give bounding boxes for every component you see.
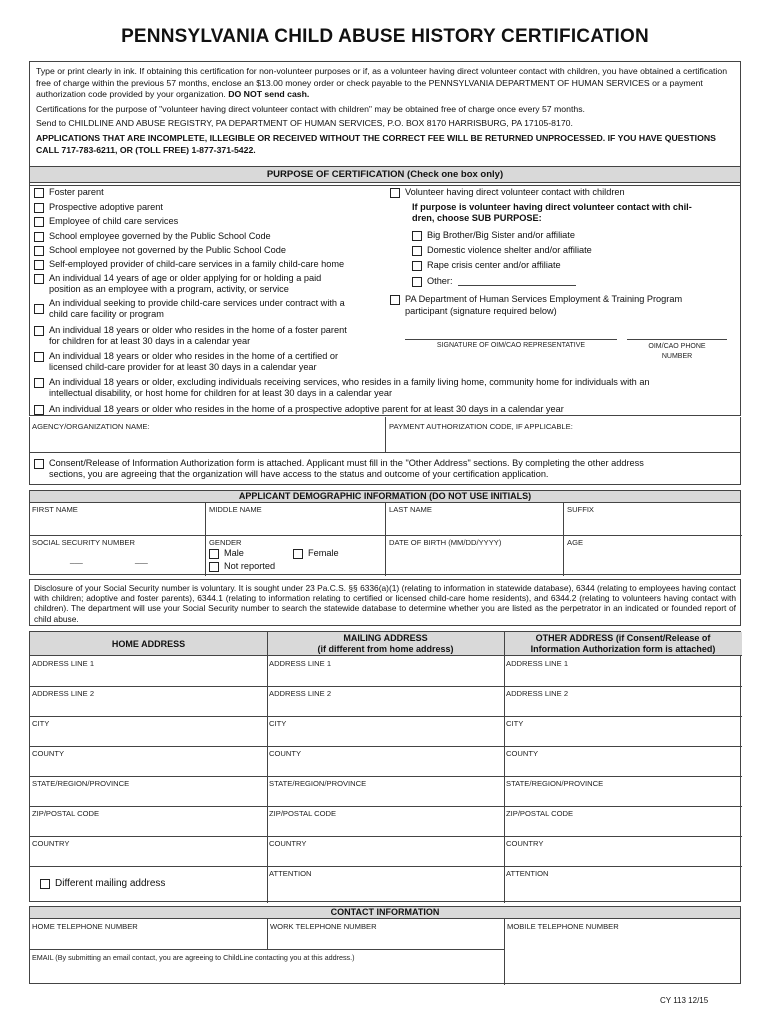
other-county-label: COUNTY bbox=[506, 749, 539, 758]
mailing-zip-postal-code-label: ZIP/POSTAL CODE bbox=[269, 809, 337, 818]
checkbox[interactable] bbox=[412, 261, 422, 271]
sub-purpose-instructions: If purpose is volunteer having direct volunteer contact with chil- dren, choose SUB PURPOSE: bbox=[412, 202, 692, 223]
agency-name-label: AGENCY/ORGANIZATION NAME: bbox=[32, 422, 150, 431]
mailing-county-label: COUNTY bbox=[269, 749, 302, 758]
instructions-p4: APPLICATIONS THAT ARE INCOMPLETE, ILLEGIBLE OR RECEIVED WITHOUT THE CORRECT FEE WILL BE RETURNED UNPROCESSED. IF YOU HAVE QUESTIONS CALL 717-783-6211, OR (TOLL FREE) 1-877-371-5422. bbox=[36, 132, 716, 155]
checkbox[interactable] bbox=[34, 260, 44, 270]
instructions-no-cash: DO NOT send cash. bbox=[228, 89, 310, 100]
checkbox[interactable] bbox=[34, 232, 44, 242]
mailing-country-label: COUNTRY bbox=[269, 839, 307, 848]
ssn-disclosure: Disclosure of your Social Security number is voluntary. It is sought under 23 Pa.C.S. §§ 6336(a)(1) (relating to information in statewide database), 6344 (relating to employees having contact with children; adoptive and foster parents), 6344.1 (relating to information relating to certified or licensed child-care home residents), and 6344.2 (relating to volunteers having contact with children). The department will use your Social Security number to search the statewide database to determine whether you are listed as the perpetrator in an indicated or founded report of child abuse. bbox=[29, 579, 741, 626]
other-address-line-2-label: ADDRESS LINE 2 bbox=[506, 689, 569, 698]
checkbox[interactable] bbox=[412, 277, 422, 287]
email-label: EMAIL (By submitting an email contact, you are agreeing to ChildLine contacting you at this address.) bbox=[32, 953, 355, 962]
mailing-address-header: MAILING ADDRESS (if different from home address) bbox=[317, 633, 454, 654]
contact-header: CONTACT INFORMATION bbox=[30, 907, 740, 919]
other-state-region-province-label: STATE/REGION/PROVINCE bbox=[506, 779, 604, 788]
signature-label: SIGNATURE OF OIM/CAO REPRESENTATIVE bbox=[436, 342, 586, 349]
consent-option[interactable]: Consent/Release of Information Authorization form is attached. Applicant must fill in the "Other Address" sections. By completing the other address sections, you are agreeing that the organization will have access to the status and outcome of your certification application. bbox=[34, 458, 734, 482]
ssn-label: SOCIAL SECURITY NUMBER bbox=[32, 538, 135, 547]
checkbox[interactable] bbox=[209, 562, 219, 572]
demographic-header: APPLICANT DEMOGRAPHIC INFORMATION (DO NOT USE INITIALS) bbox=[30, 491, 740, 503]
checkbox[interactable] bbox=[412, 246, 422, 256]
instructions-p1: Type or print clearly in ink. If obtaining this certification for non-volunteer purposes or if, as a volunteer having direct volunteer contact with children, you have obtained a certification free of charge within the previous 57 months, enclose an $13.00 money order or check payable to the PENNSYLVANIA DEPARTMENT OF HUMAN SERVICES or a payment authorization code provided by your organization. bbox=[36, 66, 728, 100]
option-certified-home-resident[interactable]: An individual 18 years or older who resides in the home of a certified or licensed child-care provider for at least 30 days in a calendar year bbox=[34, 351, 384, 375]
other-address-header: OTHER ADDRESS (if Consent/Release of Information Authorization form is attached) bbox=[530, 633, 716, 654]
suffix-label: SUFFIX bbox=[567, 505, 595, 514]
agency-row bbox=[29, 417, 741, 453]
mailing-city-label: CITY bbox=[269, 719, 287, 728]
other-attention-label: ATTENTION bbox=[506, 869, 549, 878]
mailing-address-line-1-label: ADDRESS LINE 1 bbox=[269, 659, 332, 668]
checkbox[interactable] bbox=[34, 405, 44, 415]
payment-code-label: PAYMENT AUTHORIZATION CODE, IF APPLICABLE: bbox=[389, 422, 573, 431]
demographic-section: APPLICANT DEMOGRAPHIC INFORMATION (DO NOT USE INITIALS) FIRST NAME MIDDLE NAME LAST NAME SUFFIX SOCIAL SECURITY NUMBER ___ ___ GENDER Male Female Not reported DATE OF BIRTH (MM/DD/YYYY) AGE bbox=[29, 490, 741, 575]
checkbox[interactable] bbox=[209, 549, 219, 559]
other-zip-postal-code-label: ZIP/POSTAL CODE bbox=[506, 809, 574, 818]
option-14-years[interactable]: An individual 14 years of age or older applying for or holding a paid position as an employee with a program, activity, or service bbox=[34, 273, 384, 297]
contact-section bbox=[29, 906, 741, 984]
home-address-header: HOME ADDRESS bbox=[111, 639, 186, 649]
work-phone-label: WORK TELEPHONE NUMBER bbox=[270, 922, 377, 931]
checkbox[interactable] bbox=[390, 188, 400, 198]
mailing-attention-label: ATTENTION bbox=[269, 869, 312, 878]
signature-line[interactable] bbox=[405, 339, 617, 340]
checkbox[interactable] bbox=[34, 352, 44, 362]
checkbox[interactable] bbox=[34, 246, 44, 256]
form-title: PENNSYLVANIA CHILD ABUSE HISTORY CERTIFICATION bbox=[121, 26, 649, 47]
gender-label: GENDER bbox=[209, 538, 242, 547]
other-city-label: CITY bbox=[506, 719, 524, 728]
mailing-address-line-2-label: ADDRESS LINE 2 bbox=[269, 689, 332, 698]
phone-label: OIM/CAO PHONE NUMBER bbox=[648, 343, 706, 360]
checkbox[interactable] bbox=[34, 326, 44, 336]
checkbox[interactable] bbox=[34, 378, 44, 388]
option-family-living-home[interactable]: An individual 18 years or older, excluding individuals receiving services, who resides in a family living home, community home for individuals with an intellectual disability, or host home for children for at least 30 days in a calendar year bbox=[34, 377, 734, 401]
purpose-header: PURPOSE OF CERTIFICATION (Check one box only) bbox=[30, 167, 740, 183]
ssn-dash-1: ___ bbox=[70, 555, 83, 564]
option-foster-home-resident[interactable]: An individual 18 years or older who resides in the home of a foster parent for children for at least 30 days in a calendar year bbox=[34, 325, 384, 349]
checkbox[interactable] bbox=[34, 304, 44, 314]
checkbox[interactable] bbox=[34, 274, 44, 284]
home-address-line-1-label: ADDRESS LINE 1 bbox=[32, 659, 95, 668]
last-name-label: LAST NAME bbox=[389, 505, 432, 514]
mobile-phone-label: MOBILE TELEPHONE NUMBER bbox=[507, 922, 619, 931]
option-contract[interactable]: An individual seeking to provide child-care services under contract with a child care facility or program bbox=[34, 298, 384, 322]
dob-label: DATE OF BIRTH (MM/DD/YYYY) bbox=[389, 538, 502, 547]
other-input-line[interactable] bbox=[458, 285, 576, 286]
age-label: AGE bbox=[567, 538, 584, 547]
other-address-line-1-label: ADDRESS LINE 1 bbox=[506, 659, 569, 668]
checkbox[interactable] bbox=[40, 879, 50, 889]
home-state-region-province-label: STATE/REGION/PROVINCE bbox=[32, 779, 130, 788]
ssn-dash-2: ___ bbox=[135, 555, 148, 564]
middle-name-label: MIDDLE NAME bbox=[209, 505, 262, 514]
checkbox[interactable] bbox=[412, 231, 422, 241]
phone-line[interactable] bbox=[627, 339, 727, 340]
checkbox[interactable] bbox=[293, 549, 303, 559]
option-pa-dhs-program[interactable]: PA Department of Human Services Employment & Training Program participant (signature required below) bbox=[390, 294, 735, 318]
address-section: HOME ADDRESS MAILING ADDRESS (if different from home address) OTHER ADDRESS (if Consent/Release of Information Authorization form is attached) ADDRESS LINE 1 ADDRESS LINE 1 ADDRESS LINE 1 ADDRESS LINE 2 ADDRESS LINE 2 ADDRESS LINE 2 CITY CITY CITY COUNTY COUNTY COUNTY STATE/REGION/PROVINCE STATE/REGION/PROVINCE STATE/REGION/PROVINCE ZIP/POSTAL CODE ZIP/POSTAL CODE ZIP/POSTAL CODE COUNTRY COUNTRY COUNTRY ATTENTION ATTENTION Different mailing address bbox=[29, 631, 741, 902]
home-zip-postal-code-label: ZIP/POSTAL CODE bbox=[32, 809, 100, 818]
checkbox[interactable] bbox=[34, 188, 44, 198]
consent-row bbox=[29, 453, 741, 485]
instructions-p2: Certifications for the purpose of "volunteer having direct volunteer contact with children" may be obtained free of charge once every 57 months. bbox=[36, 103, 585, 114]
checkbox[interactable] bbox=[34, 459, 44, 469]
checkbox[interactable] bbox=[34, 217, 44, 227]
home-phone-label: HOME TELEPHONE NUMBER bbox=[32, 922, 138, 931]
other-country-label: COUNTRY bbox=[506, 839, 544, 848]
mailing-state-region-province-label: STATE/REGION/PROVINCE bbox=[269, 779, 367, 788]
home-city-label: CITY bbox=[32, 719, 50, 728]
home-address-line-2-label: ADDRESS LINE 2 bbox=[32, 689, 95, 698]
instructions-p3: Send to CHILDLINE AND ABUSE REGISTRY, PA DEPARTMENT OF HUMAN SERVICES, P.O. BOX 8170 HARRISBURG, PA 17105-8170. bbox=[36, 118, 573, 129]
checkbox[interactable] bbox=[34, 203, 44, 213]
form-number: CY 113 12/15 bbox=[660, 996, 709, 1005]
home-county-label: COUNTY bbox=[32, 749, 65, 758]
checkbox[interactable] bbox=[390, 295, 400, 305]
home-country-label: COUNTRY bbox=[32, 839, 70, 848]
first-name-label: FIRST NAME bbox=[32, 505, 78, 514]
